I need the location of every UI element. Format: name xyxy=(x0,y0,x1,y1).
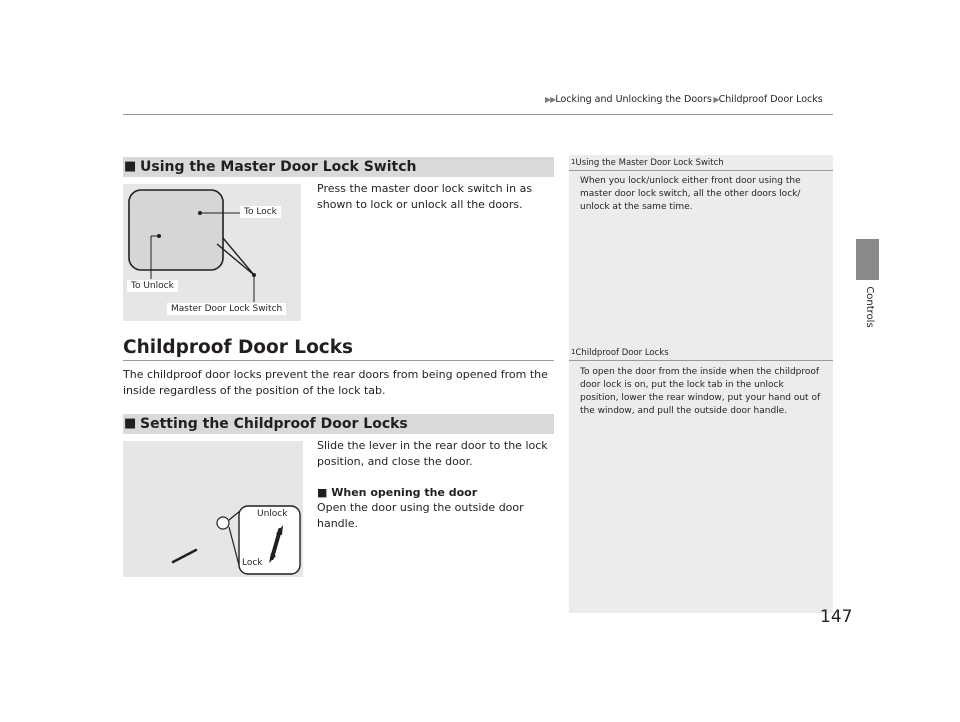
page-heading-container xyxy=(123,337,353,358)
note-marker: 1 xyxy=(571,348,576,356)
lock-label: Lock xyxy=(242,558,263,568)
section2-body: Slide the lever in the rear door to the lock position, and close the door. xyxy=(317,439,548,468)
intro-paragraph: The childproof door locks prevent the rear doors from being opened from the inside regardless of the position of the lock tab. xyxy=(123,368,548,397)
to-lock-label: To Lock xyxy=(240,206,281,218)
note-2-title-text: Childproof Door Locks xyxy=(575,348,669,358)
note-1-title xyxy=(571,158,724,168)
note-1-rule xyxy=(569,170,833,171)
header-rule xyxy=(123,114,833,115)
childproof-lever-illustration xyxy=(123,441,303,577)
note-2-rule xyxy=(569,360,833,361)
chapter-tab xyxy=(856,239,879,280)
section-bar-master-switch xyxy=(123,157,554,177)
section-bar-childproof xyxy=(123,414,554,434)
subheading-square-icon: ■ xyxy=(317,486,328,499)
subheading-body: Open the door using the outside door handle. xyxy=(317,501,524,530)
chapter-tab-label: Controls xyxy=(864,286,875,328)
breadcrumb-arrow-icon: ▶▶ xyxy=(545,95,556,104)
breadcrumb-part-2: Childproof Door Locks xyxy=(718,94,823,105)
page-title: Childproof Door Locks xyxy=(123,337,354,358)
master-switch-diagram xyxy=(123,184,301,321)
section-title: Setting the Childproof Door Locks xyxy=(140,416,408,432)
subheading-opening xyxy=(317,485,555,501)
note-1-title-text: Using the Master Door Lock Switch xyxy=(575,158,724,168)
note-marker: 1 xyxy=(571,158,576,166)
breadcrumb-separator-icon: ▶ xyxy=(711,95,719,104)
breadcrumb xyxy=(545,94,823,105)
section-square-icon: ■ xyxy=(124,159,137,174)
section-square-icon: ■ xyxy=(124,416,137,431)
note-2-title xyxy=(571,348,669,358)
to-unlock-label: To Unlock xyxy=(127,280,178,292)
page-number: 147 xyxy=(820,607,853,627)
master-switch-label: Master Door Lock Switch xyxy=(167,303,286,315)
note-1-body: When you lock/unlock either front door using the master door lock switch, all the other doors lock/ unlock at the same time. xyxy=(580,176,801,212)
note-2-body: To open the door from the inside when the childproof door lock is on, put the lock tab in the unlock position, lower the rear window, put your hand out of the window, and pull the outside door handle. xyxy=(580,367,821,416)
master-switch-illustration xyxy=(123,184,301,321)
heading-rule xyxy=(123,360,554,361)
unlock-label: Unlock xyxy=(257,509,288,519)
breadcrumb-part-1: Locking and Unlocking the Doors xyxy=(555,94,712,105)
section-title: Using the Master Door Lock Switch xyxy=(140,159,417,175)
subheading-text: When opening the door xyxy=(331,486,478,499)
section1-body: Press the master door lock switch in as shown to lock or unlock all the doors. xyxy=(317,182,533,211)
